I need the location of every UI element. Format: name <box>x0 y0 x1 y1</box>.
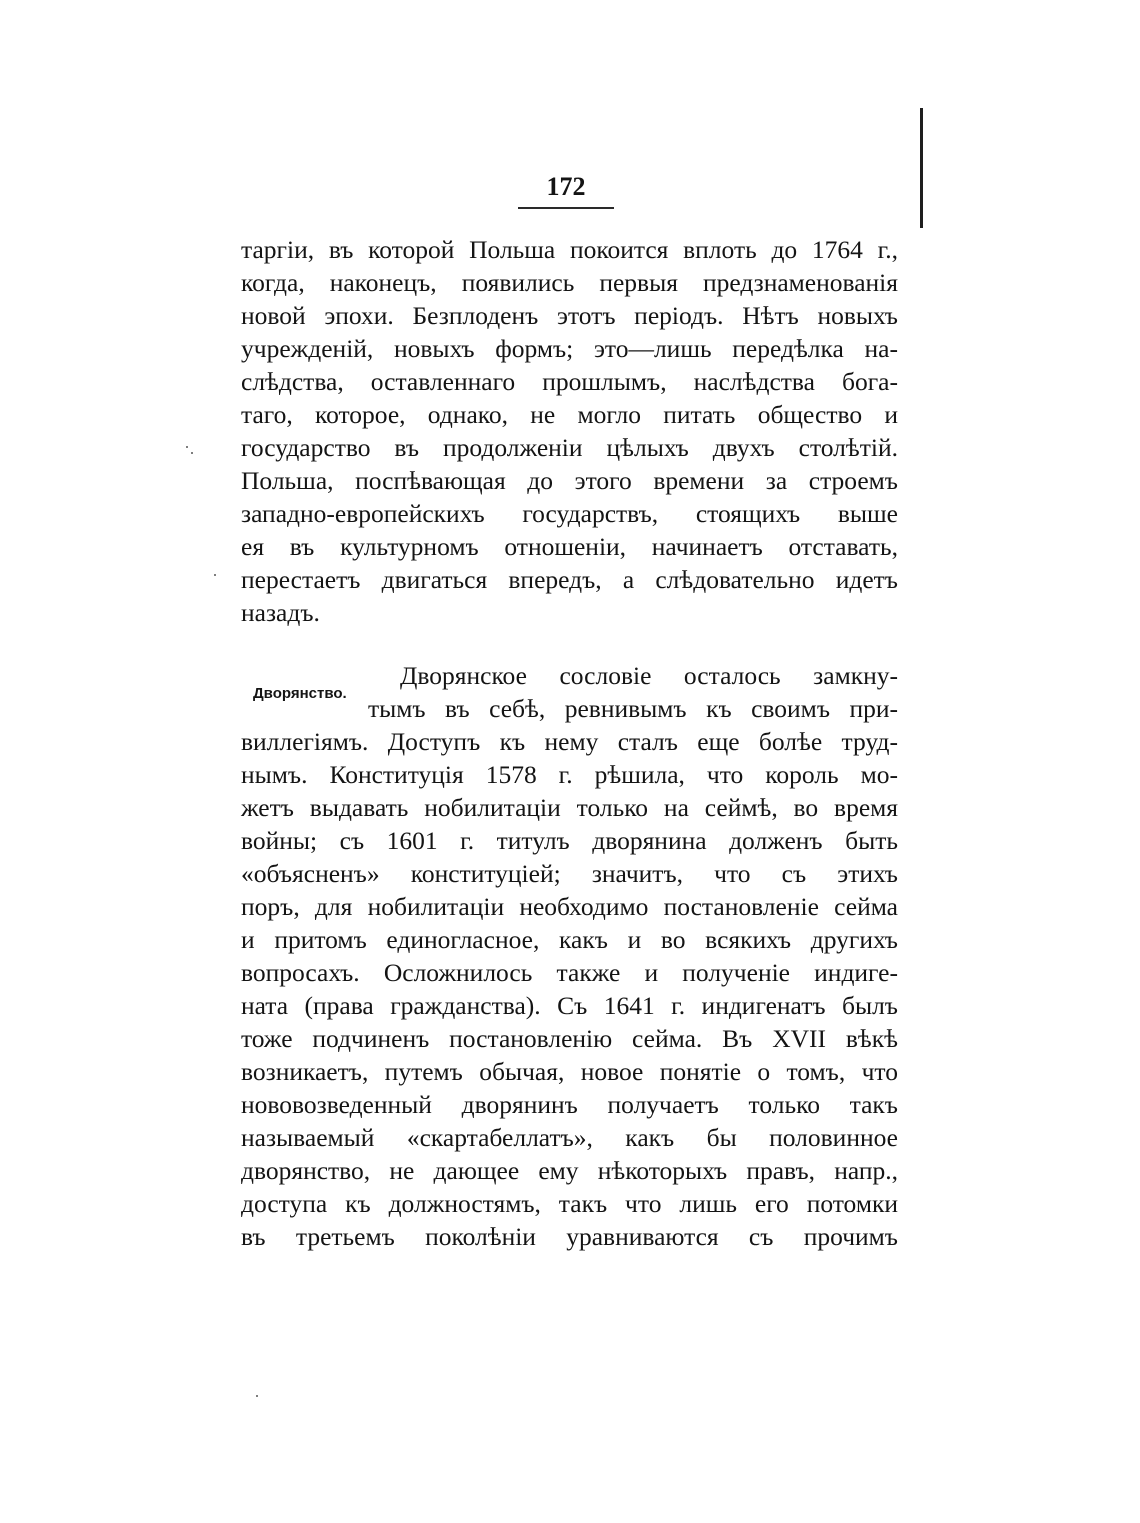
text-line: тымъ въ себѣ, ревнивымъ къ своимъ при- <box>368 694 898 723</box>
page-number: 172 <box>546 172 586 201</box>
scan-speck <box>186 446 188 448</box>
text-line: въ третьемъ поколѣніи уравниваются съ прочимъ <box>241 1222 898 1251</box>
text-line: нымъ. Конституція 1578 г. рѣшила, что король мо- <box>241 760 898 789</box>
text-line: таго, которое, однако, не могло питать общество и <box>241 400 898 429</box>
text-line: государство въ продолженіи цѣлыхъ двухъ столѣтій. <box>241 433 898 462</box>
text-line: тоже подчиненъ постановленію сейма. Въ XVII вѣкѣ <box>241 1024 898 1053</box>
text-line: западно-европейскихъ государствъ, стоящихъ выше <box>241 499 898 528</box>
text-line: Дворянское сословіе осталось замкну- <box>400 661 898 690</box>
page-number-rule <box>518 207 614 209</box>
scan-edge-mark <box>920 108 923 228</box>
text-line: ея въ культурномъ отношеніи, начинаетъ отставать, <box>241 532 898 561</box>
text-line: учрежденій, новыхъ формъ; это—лишь передѣлка на- <box>241 334 898 363</box>
text-line: вопросахъ. Осложнилось также и полученіе индиге- <box>241 958 898 987</box>
text-line: виллегіямъ. Доступъ къ нему сталъ еще болѣе труд- <box>241 727 898 756</box>
scan-speck <box>214 574 216 576</box>
text-line: возникаетъ, путемъ обычая, новое понятіе о томъ, что <box>241 1057 898 1086</box>
text-line: «объясненъ» конституціей; значитъ, что съ этихъ <box>241 859 898 888</box>
text-line: поръ, для нобилитаціи необходимо постановленіе сейма <box>241 892 898 921</box>
text-line: Польша, поспѣвающая до этого времени за строемъ <box>241 466 898 495</box>
text-line: когда, наконецъ, появились первыя предзнаменованія <box>241 268 898 297</box>
text-line: называемый «скартабеллатъ», какъ бы половинное <box>241 1123 898 1152</box>
text-line: жетъ выдавать нобилитаціи только на сеймѣ, во время <box>241 793 898 822</box>
text-line: новой эпохи. Безплоденъ этотъ періодъ. Нѣтъ новыхъ <box>241 301 898 330</box>
scan-speck <box>191 452 193 454</box>
text-line: нововозведенный дворянинъ получаетъ только такъ <box>241 1090 898 1119</box>
scan-speck <box>256 1395 258 1397</box>
margin-note: Дворянство. <box>253 685 347 702</box>
text-line: войны; съ 1601 г. титулъ дворянина долженъ быть <box>241 826 898 855</box>
text-line: ната (права гражданства). Съ 1641 г. индигенатъ былъ <box>241 991 898 1020</box>
text-line: дворянство, не дающее ему нѣкоторыхъ правъ, напр., <box>241 1156 898 1185</box>
text-line: слѣдства, оставленнаго прошлымъ, наслѣдства бога- <box>241 367 898 396</box>
text-line: доступа къ должностямъ, такъ что лишь его потомки <box>241 1189 898 1218</box>
text-line: и притомъ единогласное, какъ и во всякихъ другихъ <box>241 925 898 954</box>
text-line: таргіи, въ которой Польша покоится вплоть до 1764 г., <box>241 235 898 264</box>
text-line: перестаетъ двигаться впередъ, а слѣдовательно идетъ <box>241 565 898 594</box>
text-line: назадъ. <box>241 598 320 627</box>
